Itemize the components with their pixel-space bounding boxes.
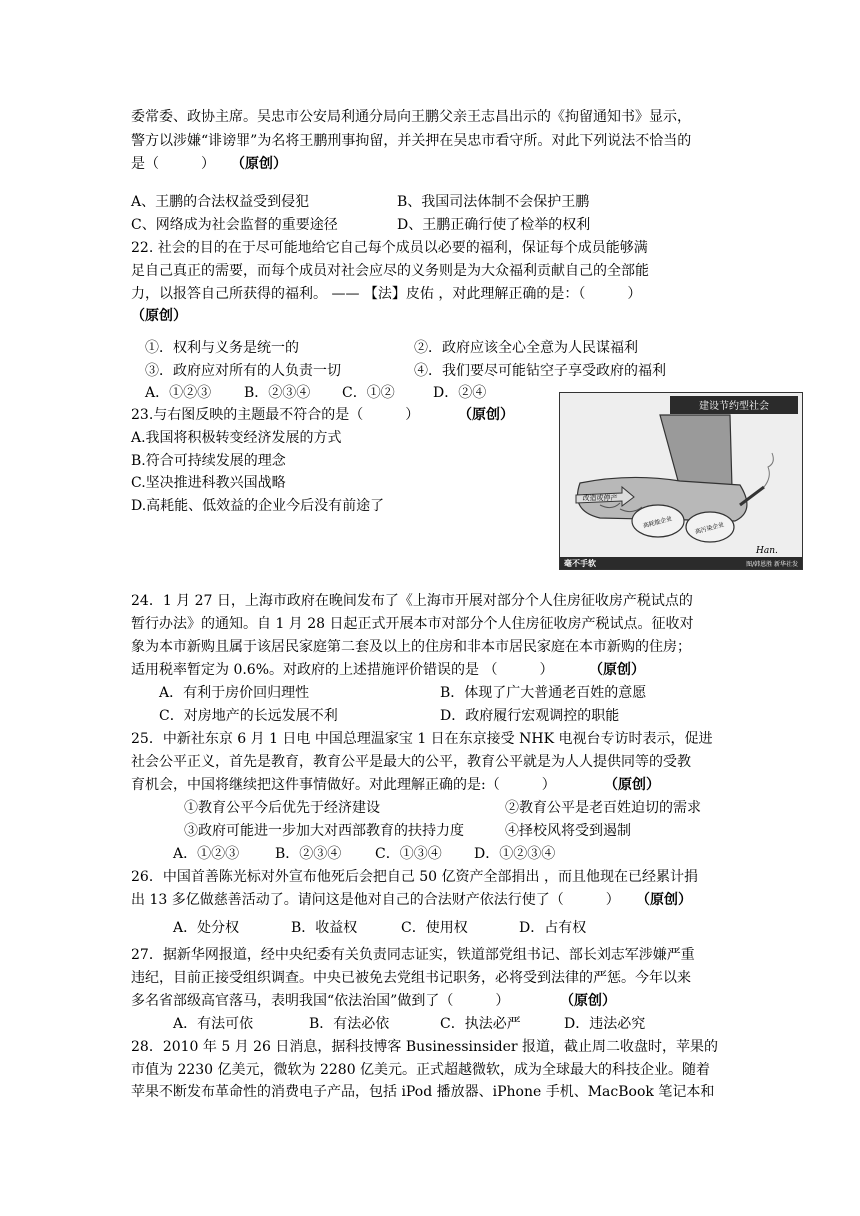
q23-option-b: B.符合可持续发展的理念 [131, 453, 286, 469]
q22-statement-1: ①．权利与义务是统一的 [145, 340, 299, 356]
q26-option-c: C．使用权 [401, 920, 468, 936]
svg-text:高耗能企业: 高耗能企业 [642, 515, 674, 530]
q27-original-tag: （原创） [560, 993, 616, 1009]
q24-option-b: B．体现了广大普通老百姓的意愿 [440, 685, 647, 701]
q21-line3-stem: 是（ ） [131, 156, 215, 172]
q25-statement-2: ②教育公平是老百姓迫切的需求 [505, 800, 701, 816]
q24-line2: 暂行办法》的通知。自 1 月 28 日起正式开展本市对部分个人住房征收房产税试点。征收对 [131, 616, 694, 632]
cartoon-caption-right: 图/韩恩胜 新华社发 [746, 561, 798, 568]
q22-statement-4: ④．我们要尽可能钻空子享受政府的福利 [414, 363, 666, 379]
cartoon-caption-left: 毫不手软 [564, 559, 596, 568]
q25-statement-3: ③政府可能进一步加大对西部教育的扶持力度 [184, 823, 464, 839]
q23-option-a: A.我国将积极转变经济发展的方式 [131, 430, 342, 446]
q28-line1: 28．2010 年 5 月 26 日消息，据科技博客 Businessinsider 报道，截止周二收盘时，苹果的 [131, 1039, 719, 1055]
q21-line2: 警方以涉嫌“诽谤罪”为名将王鹏刑事拘留，并关押在吴忠市看守所。对此下列说法不恰当的 [131, 133, 692, 149]
q25-line2: 社会公平正义，首先是教育，教育公平是最大的公平，教育公平就是为人人提供同等的受教 [131, 754, 691, 770]
q24-option-c: C．对房地产的长远发展不利 [159, 708, 338, 724]
q22-option-b: B．②③④ [244, 385, 311, 401]
q27-option-d: D．违法必究 [564, 1016, 646, 1032]
cartoon-banner-text: 建设节约型社会 [699, 401, 769, 412]
q23-stem: 23.与右图反映的主题最不符合的是（ ） [131, 407, 420, 423]
q27-line3-stem: 多名省部级高官落马，表明我国“依法治国”做到了（ ） [131, 993, 510, 1009]
q21-option-a: A、王鹏的合法权益受到侵犯 [131, 194, 310, 210]
q25-option-d: D．①②③④ [474, 846, 556, 862]
q23-option-c: C.坚决推进科教兴国战略 [131, 475, 286, 491]
q22-option-d: D．②④ [433, 385, 487, 401]
q26-option-d: D．占有权 [519, 920, 587, 936]
q24-option-a: A．有利于房价回归理性 [159, 685, 310, 701]
q22-statement-2: ②．政府应该全心全意为人民谋福利 [414, 340, 638, 356]
q25-option-c: C．①③④ [375, 846, 442, 862]
q28-line3: 苹果不断发布革命性的消费电子产品，包括 iPod 播放器、iPhone 手机、MacBook 笔记本和 [131, 1084, 715, 1100]
q21-option-c: C、网络成为社会监督的重要途径 [131, 217, 338, 233]
q24-line3: 象为本市新购且属于该居民家庭第二套及以上的住房和非本市居民家庭在本市新购的住房； [131, 639, 691, 655]
q28-line2: 市值为 2230 亿美元，微软为 2280 亿美元。正式超越微软，成为全球最大的科技企业。随着 [131, 1062, 711, 1078]
q25-line1: 25．中新社东京 6 月 1 日电 中国总理温家宝 1 日在东京接受 NHK 电视台专访时表示，促进 [131, 731, 713, 747]
svg-text:高污染企业: 高污染企业 [694, 521, 726, 536]
q26-option-a: A．处分权 [173, 920, 240, 936]
q25-statement-4: ④择校风将受到遏制 [505, 823, 631, 839]
q26-line2-stem: 出 13 多亿做慈善活动了。请问这是他对自己的合法财产依法行使了（ ） [131, 892, 620, 908]
q24-original-tag: （原创） [589, 662, 645, 678]
q22-option-a: A．①②③ [145, 385, 212, 401]
q25-line3-stem: 育机会，中国将继续把这件事情做好。对此理解正确的是:（ ） [131, 777, 556, 793]
q22-option-c: C．①② [342, 385, 395, 401]
q26-line1: 26．中国首善陈光标对外宣布他死后会把自己 50 亿资产全部捐出 ，而且他现在已经累计捐 [131, 869, 698, 885]
q26-option-b: B．收益权 [291, 920, 358, 936]
svg-text:改造或停产: 改造或停产 [582, 494, 618, 502]
q22-statement-3: ③．政府应对所有的人负责一切 [145, 363, 341, 379]
q24-line1: 24．1 月 27 日，上海市政府在晚间发布了《上海市开展对部分个人住房征收房产税试点的 [131, 593, 693, 609]
q25-option-a: A．①②③ [173, 846, 240, 862]
q26-original-tag: （原创） [636, 892, 692, 908]
q25-statement-1: ①教育公平今后优先于经济建设 [184, 800, 380, 816]
q23-cartoon-image [559, 392, 803, 570]
q21-line1: 委常委、政协主席。吴忠市公安局利通分局向王鹏父亲王志昌出示的《拘留通知书》显示， [131, 109, 691, 125]
q21-option-b: B、我国司法体制不会保护王鹏 [397, 194, 590, 210]
q21-original-tag: （原创） [231, 156, 287, 172]
q23-option-d: D.高耗能、低效益的企业今后没有前途了 [131, 498, 385, 514]
q22-original-tag: （原创） [131, 308, 187, 324]
q23-original-tag: （原创） [458, 407, 514, 423]
svg-text:Han.: Han. [756, 546, 778, 556]
q22-line1: 22. 社会的目的在于尽可能地给它自己每个成员以必要的福利，保证每个成员能够满 [131, 240, 648, 256]
q22-line3: 力，以报答自己所获得的福利。 —— 【法】皮佑 ，对此理解正确的是：（ ） [131, 286, 642, 302]
q25-original-tag: （原创） [604, 777, 660, 793]
q27-line2: 违纪，目前正接受组织调查。中央已被免去党组书记职务，必将受到法律的严惩。今年以来 [131, 970, 691, 986]
q25-option-b: B．②③④ [275, 846, 342, 862]
q22-line2: 足自己真正的需要，而每个成员对社会应尽的义务则是为大众福利贡献自己的全部能 [131, 263, 649, 279]
q27-option-a: A．有法可依 [173, 1016, 254, 1032]
q27-option-c: C．执法必严 [440, 1016, 521, 1032]
q27-option-b: B．有法必依 [309, 1016, 390, 1032]
q27-line1: 27．据新华网报道，经中央纪委有关负责同志证实，铁道部党组书记、部长刘志军涉嫌严重 [131, 947, 695, 963]
q24-line4-stem: 适用税率暂定为 0.6%。对政府的上述措施评价错误的是 （ ） [131, 662, 554, 678]
q24-option-d: D．政府履行宏观调控的职能 [440, 708, 620, 724]
q21-option-d: D、王鹏正确行使了检举的权利 [397, 217, 591, 233]
